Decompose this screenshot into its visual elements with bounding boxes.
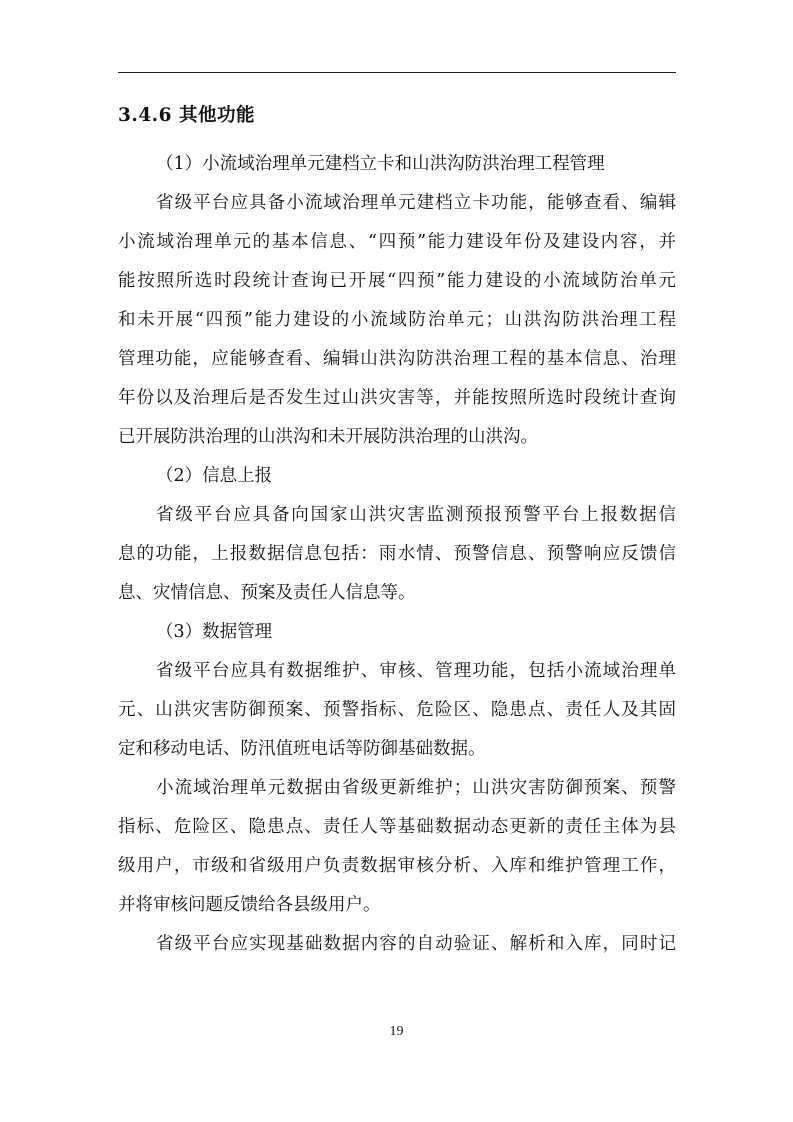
- paragraph-line: 元、山洪灾害防御预案、预警指标、危险区、隐患点、责任人及其固: [118, 700, 676, 720]
- paragraph-line: 指标、危险区、隐患点、责任人等基础数据动态更新的责任主体为县: [118, 817, 676, 837]
- header-rule: [118, 72, 676, 73]
- paragraph-line: 小流域治理单元的基本信息、“四预”能力建设年份及建设内容，并: [118, 232, 676, 252]
- paragraph-line: 并将审核问题反馈给各县级用户。: [118, 895, 381, 915]
- paragraph-line: 息、灾情信息、预案及责任人信息等。: [118, 583, 416, 603]
- paragraph-line: 和未开展“四预”能力建设的小流域防治单元；山洪沟防洪治理工程: [118, 310, 676, 330]
- paragraph-line: 级用户，市级和省级用户负责数据审核分析、入库和维护管理工作，: [118, 856, 676, 876]
- paragraph-line: 能按照所选时段统计查询已开展“四预”能力建设的小流域防治单元: [118, 271, 676, 291]
- paragraph-line: 已开展防洪治理的山洪沟和未开展防洪治理的山洪沟。: [118, 427, 538, 447]
- paragraph-line: 省级平台应具备向国家山洪灾害监测预报预警平台上报数据信: [156, 505, 676, 525]
- paragraph: [118, 769, 676, 925]
- paragraph-line: 定和移动电话、防汛值班电话等防御基础数据。: [118, 739, 486, 759]
- subsection-heading: （1）小流域治理单元建档立卡和山洪沟防洪治理工程管理: [156, 154, 605, 174]
- subsection-2: [118, 457, 676, 613]
- page-number: 19: [389, 1024, 404, 1039]
- paragraph-line: 省级平台应实现基础数据内容的自动验证、解析和入库，同时记: [156, 934, 676, 954]
- page-content: [118, 100, 676, 964]
- paragraph-line: 息的功能，上报数据信息包括：雨水情、预警信息、预警响应反馈信: [118, 544, 676, 564]
- subsection-1: [118, 145, 676, 457]
- subsection-heading: （3）数据管理: [156, 622, 273, 642]
- section-title: 3.4.6 其他功能: [118, 105, 255, 126]
- paragraph-line: 省级平台应具有数据维护、审核、管理功能，包括小流域治理单: [156, 661, 676, 681]
- subsection-3: [118, 613, 676, 769]
- paragraph-line: 省级平台应具备小流域治理单元建档立卡功能，能够查看、编辑: [156, 193, 676, 213]
- paragraph-line: 小流域治理单元数据由省级更新维护；山洪灾害防御预案、预警: [156, 778, 676, 798]
- paragraph-line: 年份以及治理后是否发生过山洪灾害等，并能按照所选时段统计查询: [118, 388, 676, 408]
- subsection-heading: （2）信息上报: [156, 466, 273, 486]
- paragraph-line: 管理功能，应能够查看、编辑山洪沟防洪治理工程的基本信息、治理: [118, 349, 676, 369]
- paragraph: [118, 925, 676, 964]
